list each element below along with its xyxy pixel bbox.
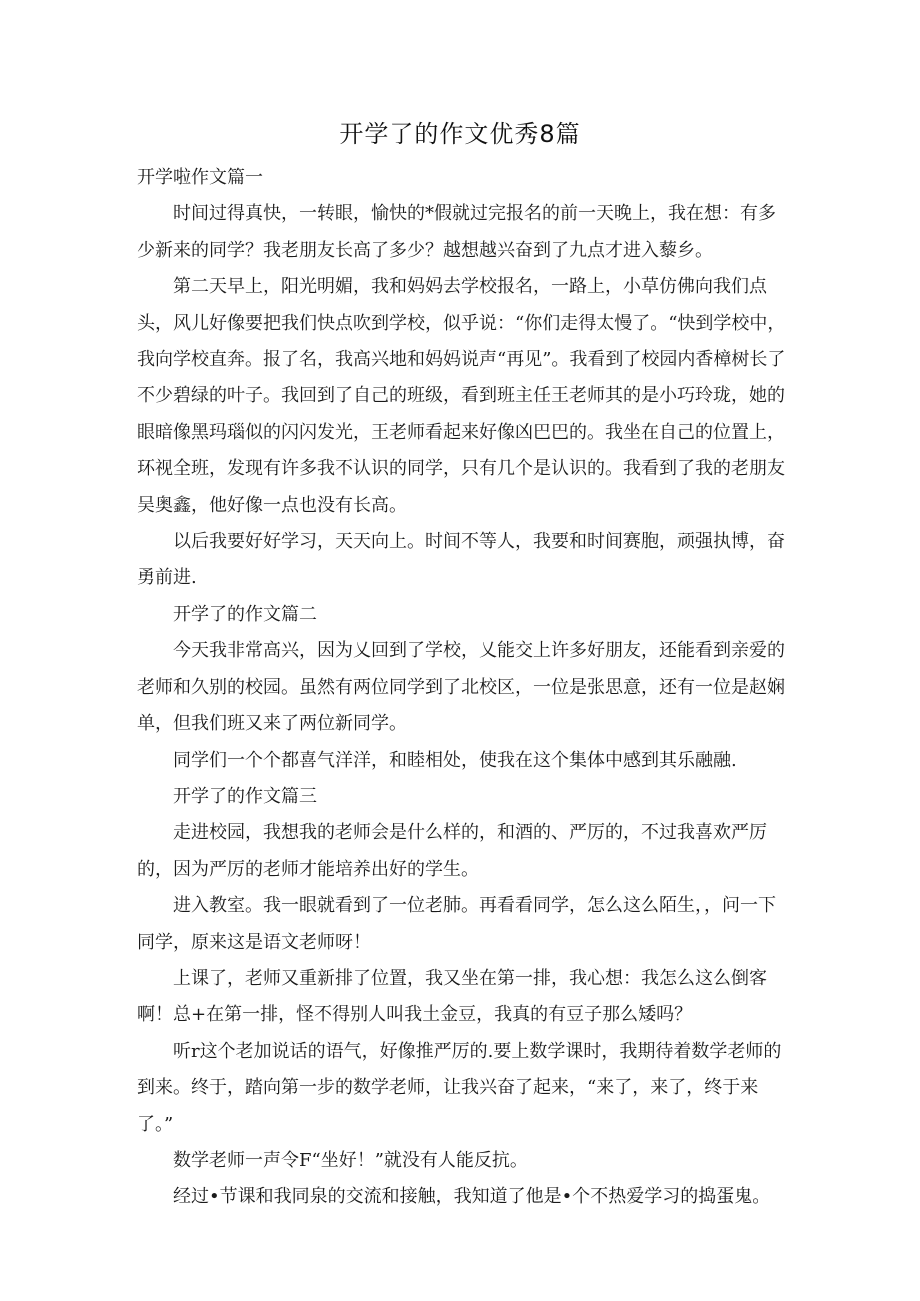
section-heading: 开学了的作文篇二 [173,603,317,625]
paragraph: 今天我非常高兴，因为乂回到了学校，乂能交上许多好朋友，还能看到亲爱的老师和久别的校园。虽然有两位同学到了北校区，一位是张思意，还有一位是赵娴单，但我们班又来了两位新同学。 [137,640,785,735]
paragraph: 数学老师一声令F“坐好！”就没有人能反抗。 [173,1149,528,1171]
section-heading: 开学啦作文篇一 [137,167,263,188]
paragraph: 听r这个老加说话的语气，好像推严厉的.要上数学课时，我期待着数学老师的到来。终于，踏向第一步的数学老师，让我兴奋了起来，“来了，来了，终于来了。” [137,1040,782,1135]
paragraph: 上课了，老师又重新排了位置，我又坐在第一排，我心想：我怎么这么倒客啊！总+在第一排，怪不得别人叫我土金豆，我真的有豆子那么矮吗？ [137,967,767,1026]
paragraph: 第二天早上，阳光明媚，我和妈妈去学校报名，一路上，小草仿佛向我们点头，风儿好像要把我们快点吹到学校，似乎说：“你们走得太慢了。“快到学校中，我向学校直奔。报了名，我高兴地和妈妈说声“再见”。我看到了校园内香樟树长了不少碧绿的叶子。我回到了自己的班级，看到班主任王老师其的是小巧玲珑，她的眼暗像黑玛瑙似的闪闪发光，王老师看起来好像凶巴巴的。我坐在自己的位置上，环视全班，发现有许多我不认识的同学，只有几个是认识的。我看到了我的老朋友吴奥鑫，他好像一点也没有长高。 [137,276,786,516]
paragraph: 时间过得真快，一转眼，愉快的*假就过完报名的前一天晚上，我在想：有多少新来的同学？我老朋友长高了多少？越想越兴奋到了九点才进入藜乡。 [137,203,776,261]
paragraph: 以后我要好好学习，天天向上。时间不等人，我要和时间赛胞，顽强执博，奋勇前进. [137,531,785,589]
paragraph: 同学们一个个都喜气洋洋，和睦相处，使我在这个集体中感到其乐融融. [173,749,737,771]
section-heading: 开学了的作文篇三 [173,785,317,807]
paragraph: 进入教室。我一眼就看到了一位老肺。再看看同学，怎么这么陌生，，问一下同学，原来这是语文老师呀！ [137,895,776,953]
paragraph: 走进校园，我想我的老师会是什么样的，和酒的、严厉的，不过我喜欢严厉的，因为严厉的老师才能培养出好的学生。 [137,822,767,880]
paragraph: 经过•节课和我同泉的交流和接触，我知道了他是•个不热爱学习的捣蛋鬼。 [173,1186,771,1208]
document-body [137,160,787,1216]
document-title: 开学了的作文优秀8篇 [339,120,581,148]
